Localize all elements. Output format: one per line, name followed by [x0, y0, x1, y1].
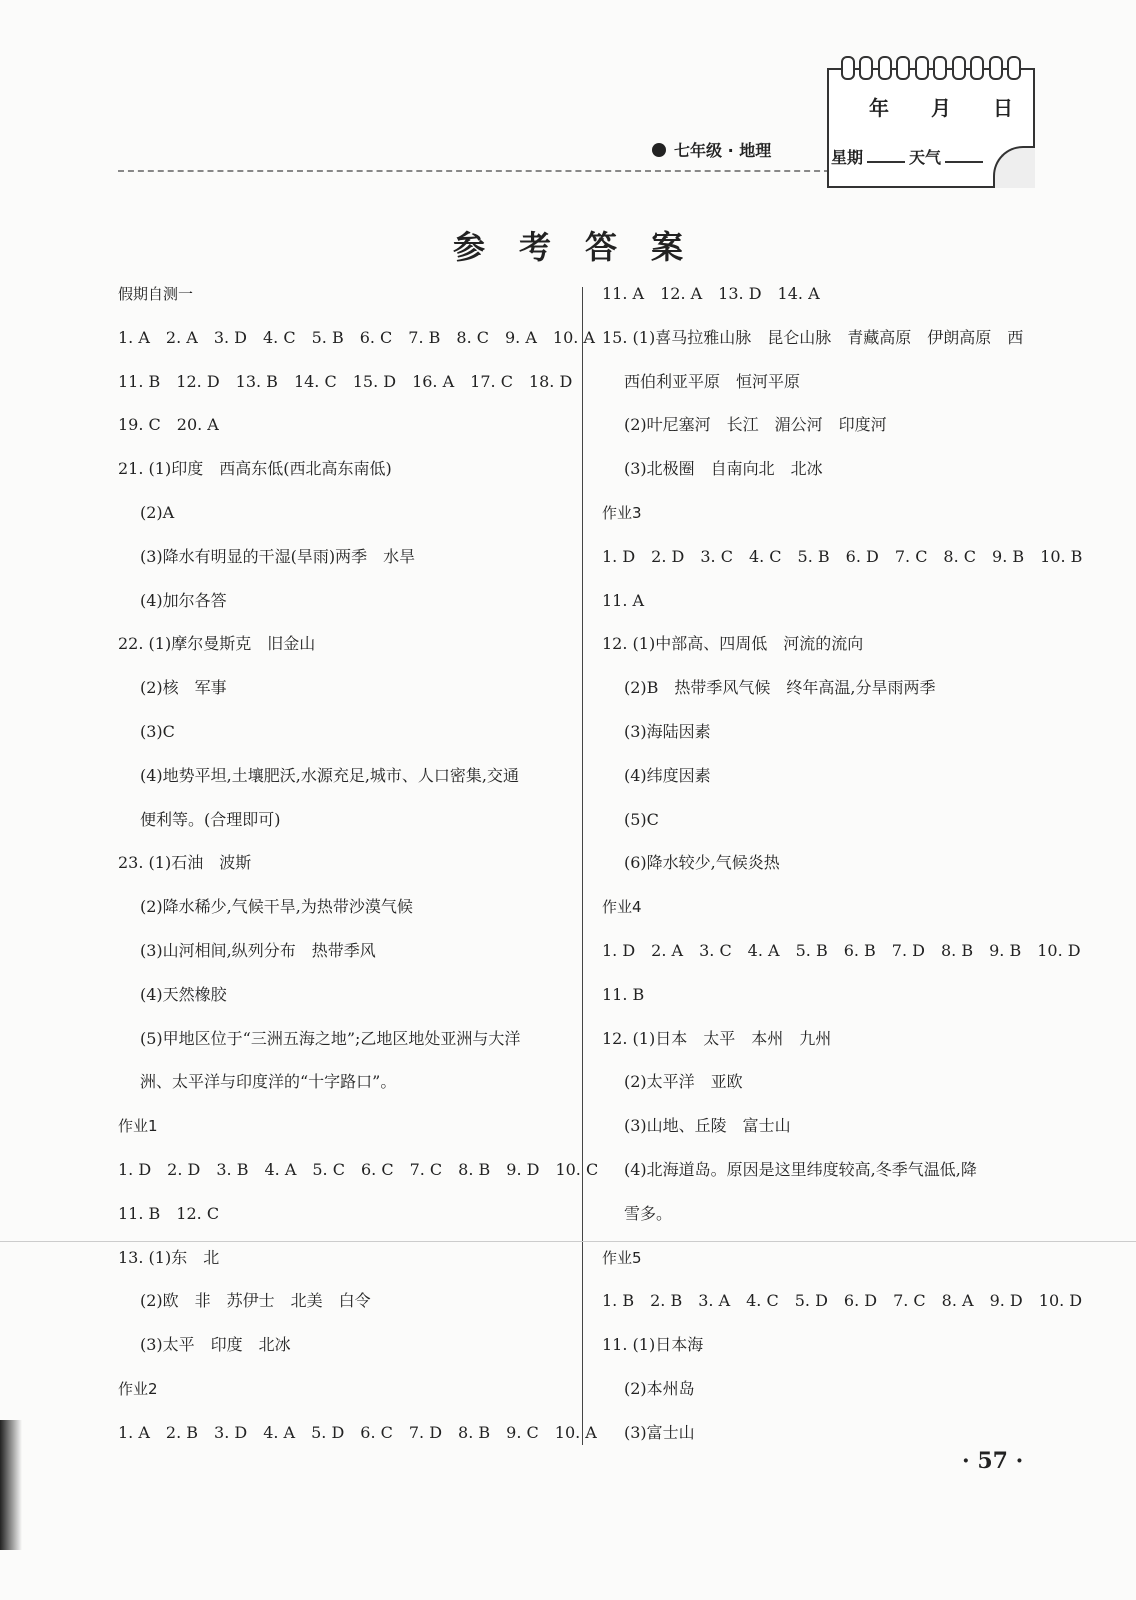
section-heading: 作业4: [602, 898, 642, 917]
calendar-week-row: [831, 145, 1003, 168]
answer-line: (3)太平 印度 北冰: [140, 1335, 291, 1355]
calendar-weather: 天气: [909, 148, 942, 167]
answer-line: (2)降水稀少,气候干旱,为热带沙漠气候: [140, 897, 413, 917]
ring-icon: [989, 56, 1003, 80]
ring-icon: [878, 56, 892, 80]
section-heading: 作业2: [118, 1379, 158, 1398]
calendar-day: 日: [993, 96, 1013, 120]
answer-line: 15. (1)喜马拉雅山脉 昆仑山脉 青藏高原 伊朗高原 西: [602, 327, 1024, 347]
answer-line: 西伯利亚平原 恒河平原: [624, 371, 801, 391]
ring-icon: [933, 56, 947, 80]
answer-line: 22. (1)摩尔曼斯克 旧金山: [118, 634, 316, 654]
answer-line: 雪多。: [624, 1203, 673, 1223]
answer-line: (4)纬度因素: [624, 765, 711, 785]
scan-shadow: [0, 1420, 22, 1550]
answer-line: (4)天然橡胶: [140, 984, 227, 1004]
answer-line: 12. (1)中部高、四周低 河流的流向: [602, 634, 864, 654]
calendar-box: [827, 68, 1035, 188]
answer-line: (2)B 热带季风气候 终年高温,分旱雨两季: [624, 678, 936, 698]
section-heading: 作业3: [602, 503, 642, 522]
answer-line: 11. A: [602, 590, 645, 610]
answer-line: 21. (1)印度 西高东低(西北高东南低): [118, 459, 392, 479]
answer-line: 1. D 2. D 3. C 4. C 5. B 6. D 7. C 8. C 9. B 10. B: [602, 546, 1083, 566]
answer-line: (2)太平洋 亚欧: [624, 1072, 743, 1092]
ring-icon: [970, 56, 984, 80]
page-number: · 57 ·: [962, 1448, 1024, 1474]
answer-line: (3)海陆因素: [624, 721, 711, 741]
answer-line: 11. A 12. A 13. D 14. A: [602, 284, 820, 303]
bullet-dot-icon: [652, 143, 666, 157]
section-heading: 作业1: [118, 1117, 158, 1136]
answer-line: (3)C: [140, 721, 175, 741]
answer-line: 1. D 2. D 3. B 4. A 5. C 6. C 7. C 8. B 9. D 10. C: [118, 1159, 599, 1179]
column-divider: [582, 287, 583, 1445]
answer-line: 19. C 20. A: [118, 415, 219, 435]
calendar-date-row: [869, 92, 1013, 121]
ring-icon: [1007, 56, 1021, 80]
ring-icon: [952, 56, 966, 80]
answer-line: (5)C: [624, 809, 659, 829]
section-heading: 假期自测一: [118, 285, 194, 303]
answer-line: (3)富士山: [624, 1422, 695, 1442]
answer-line: (3)山河相间,纵列分布 热带季风: [140, 940, 376, 960]
weather-blank: [945, 161, 983, 163]
answer-line: 13. (1)东 北: [118, 1247, 220, 1267]
answer-line: 1. B 2. B 3. A 4. C 5. D 6. D 7. C 8. A 9. D 10. D: [602, 1291, 1083, 1311]
answer-line: 11. B 12. D 13. B 14. C 15. D 16. A 17. C 18. D: [118, 371, 573, 391]
left-column: [118, 280, 599, 1463]
header-subject: 七年级 · 地理: [652, 138, 771, 161]
answer-line: (2)欧 非 苏伊士 北美 白令: [140, 1291, 371, 1311]
ring-icon: [859, 56, 873, 80]
week-blank: [867, 161, 905, 163]
calendar-week: 星期: [831, 148, 864, 167]
answer-line: (3)降水有明显的干湿(旱雨)两季 水旱: [140, 546, 416, 566]
answer-line: (2)核 军事: [140, 678, 227, 698]
answer-line: (2)本州岛: [624, 1378, 695, 1398]
ring-icon: [896, 56, 910, 80]
header-divider: [118, 170, 830, 172]
ring-icon: [915, 56, 929, 80]
answer-line: 1. A 2. B 3. D 4. A 5. D 6. C 7. D 8. B 9. C 10. A: [118, 1422, 597, 1442]
answer-line: 12. (1)日本 太平 本州 九州: [602, 1028, 832, 1048]
answer-line: (4)地势平坦,土壤肥沃,水源充足,城市、人口密集,交通: [140, 765, 520, 785]
answer-line: (4)北海道岛。原因是这里纬度较高,冬季气温低,降: [624, 1159, 977, 1179]
answer-line: (6)降水较少,气候炎热: [624, 853, 780, 873]
answer-line: 11. (1)日本海: [602, 1335, 704, 1355]
answer-line: 11. B 12. C: [118, 1203, 220, 1223]
answer-line: (3)北极圈 自南向北 北冰: [624, 459, 823, 479]
answer-line: 23. (1)石油 波斯: [118, 853, 252, 873]
answer-line: 洲、太平洋与印度洋的“十字路口”。: [140, 1072, 397, 1092]
right-column: [602, 280, 1083, 1463]
section-heading: 作业5: [602, 1248, 642, 1267]
answer-line: (2)A: [140, 502, 175, 522]
page-title: 参考答案: [452, 228, 717, 266]
answer-line: 1. D 2. A 3. C 4. A 5. B 6. B 7. D 8. B 9. B 10. D: [602, 940, 1081, 960]
answer-line: (2)叶尼塞河 长江 湄公河 印度河: [624, 415, 887, 435]
answer-line: 11. B: [602, 984, 645, 1004]
answer-line: (4)加尔各答: [140, 590, 227, 610]
answer-line: 便利等。(合理即可): [140, 809, 281, 829]
ring-icon: [841, 56, 855, 80]
answer-line: (3)山地、丘陵 富士山: [624, 1116, 791, 1136]
calendar-month: 月: [931, 96, 951, 120]
answer-line: 1. A 2. A 3. D 4. C 5. B 6. C 7. B 8. C 9. A 10. A: [118, 327, 595, 347]
answer-line: (5)甲地区位于“三洲五海之地”;乙地区地处亚洲与大洋: [140, 1028, 521, 1048]
calendar-year: 年: [869, 96, 889, 120]
calendar-rings: [841, 56, 1021, 80]
